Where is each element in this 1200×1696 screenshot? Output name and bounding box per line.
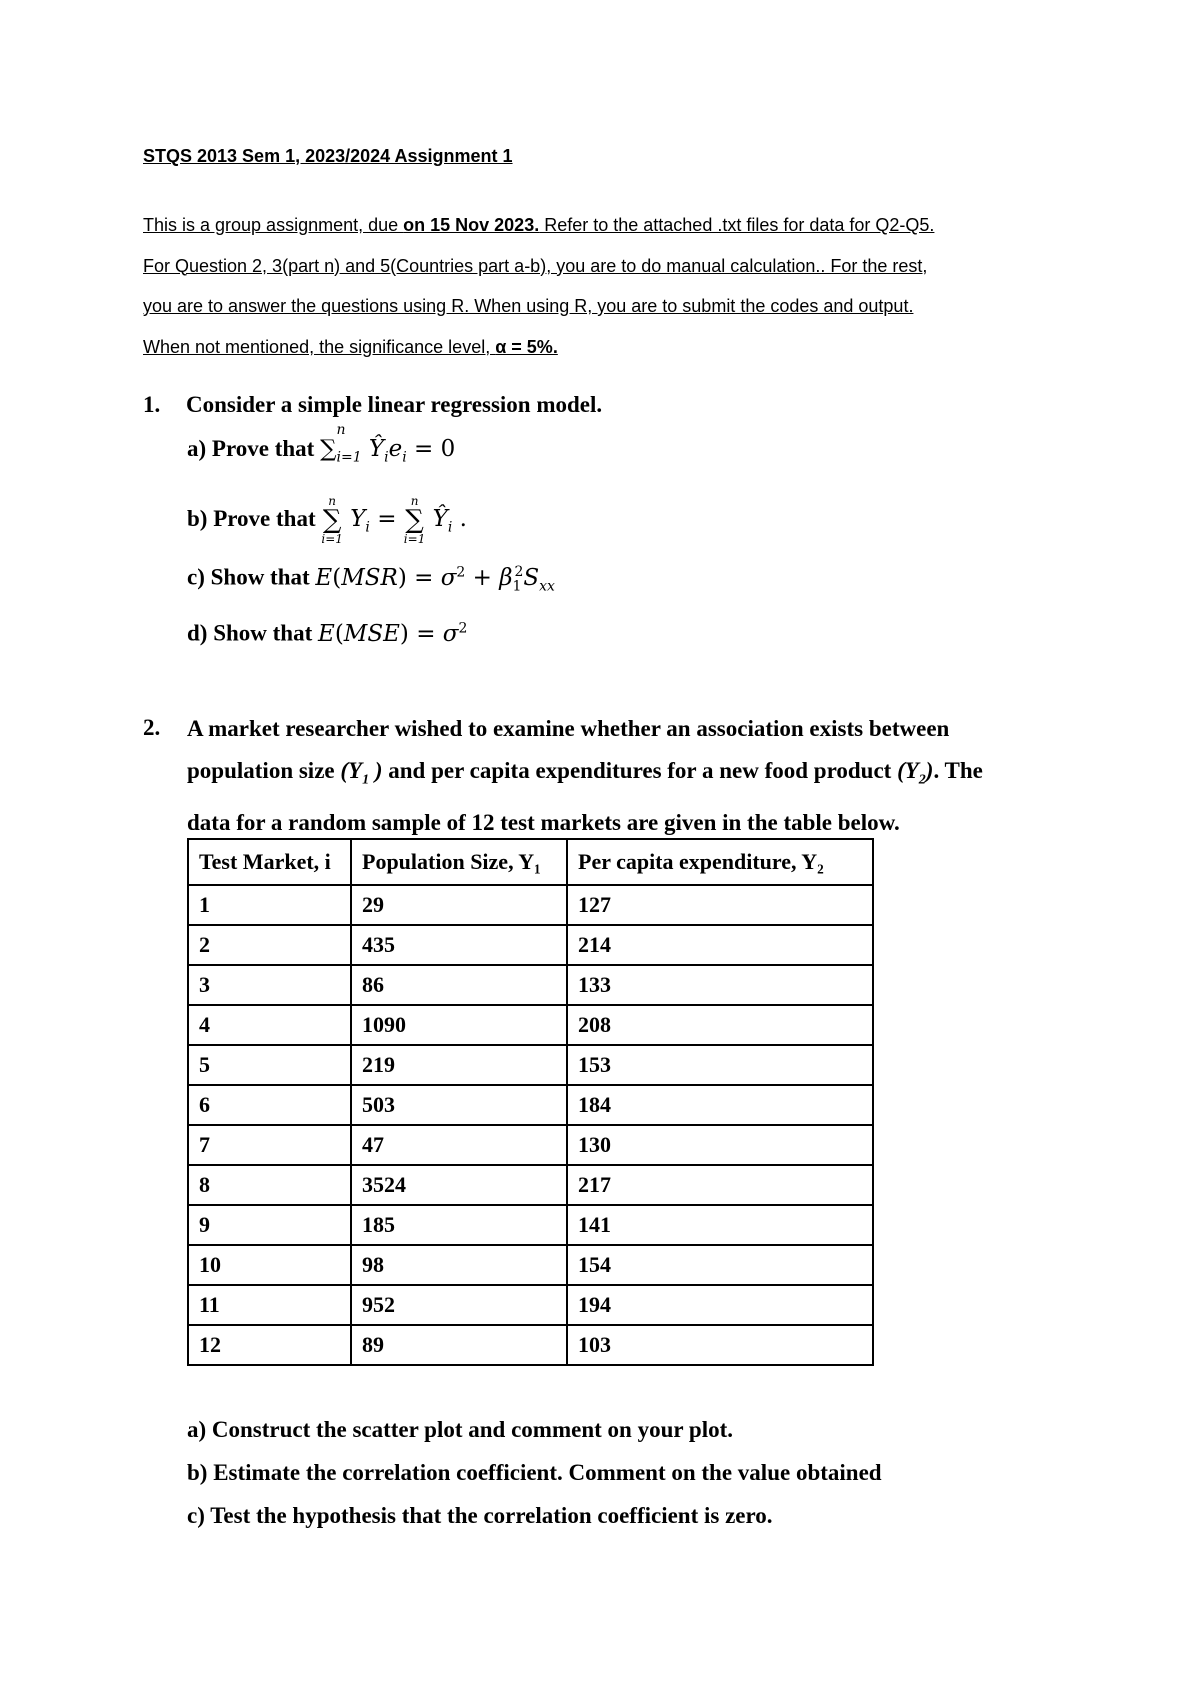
cell-population-size: 435 [351,925,567,965]
cell-per-capita-expenditure: 154 [567,1245,873,1285]
table-row [188,1245,873,1285]
cell-test-market: 12 [188,1325,351,1365]
cell-test-market: 8 [188,1165,351,1205]
cell-per-capita-expenditure: 194 [567,1285,873,1325]
question-1c: c) Show that $E(MSR) = \sigma^2 + \beta_1^2S_{xx}$ [187,564,555,595]
table-row [188,1045,873,1085]
table-header-row [188,839,873,885]
cell-test-market: 6 [188,1085,351,1125]
table-row [188,925,873,965]
header-population-size: Population Size, Y₁ [351,839,567,885]
cell-test-market: 9 [188,1205,351,1245]
header-per-capita-expenditure: Per capita expenditure, Y₂ [567,839,873,885]
cell-test-market: 10 [188,1245,351,1285]
instruction-line-4: When not mentioned, the significance level, α = 5%. [143,336,558,357]
cell-population-size: 86 [351,965,567,1005]
question-1-text: Consider a simple linear regression model. [186,392,603,417]
cell-test-market: 7 [188,1125,351,1165]
table-row [188,885,873,925]
instruction-line-1: This is a group assignment, due on 15 Nov 2023. Refer to the attached .txt files for data for Q2-Q5. [143,215,935,235]
cell-population-size: 1090 [351,1005,567,1045]
cell-per-capita-expenditure: 141 [567,1205,873,1245]
cell-population-size: 89 [351,1325,567,1365]
cell-per-capita-expenditure: 184 [567,1085,873,1125]
market-data-table [187,838,874,1366]
cell-per-capita-expenditure: 217 [567,1165,873,1205]
formula-1a: ∑ n $_{i=1}$ $Ŷ_ie_i = 0$ [320,422,456,466]
cell-population-size: 219 [351,1045,567,1085]
instructions [143,205,1063,367]
cell-population-size: 29 [351,885,567,925]
question-2a: a) Construct the scatter plot and comment on your plot. [187,1417,734,1442]
question-2-text: A market researcher wished to examine whether an association exists between population size ($Y_1$ ) and per capita expenditures for a new food product $(Y_2)$. The data for a random sample of 12 test markets are given in the table below. [187,716,983,835]
question-1 [143,392,602,418]
cell-test-market: 4 [188,1005,351,1045]
cell-test-market: 11 [188,1285,351,1325]
cell-population-size: 3524 [351,1165,567,1205]
table-row [188,1205,873,1245]
formula-1c: $E(MSR) = \sigma^2 + \beta_1^2S_{xx}$ [315,564,555,595]
cell-per-capita-expenditure: 133 [567,965,873,1005]
header-test-market: Test Market, i [188,839,351,885]
table-row [188,1285,873,1325]
cell-population-size: 952 [351,1285,567,1325]
instruction-line-3: you are to answer the questions using R. When using R, you are to submit the codes and output. [143,296,914,316]
cell-per-capita-expenditure: 153 [567,1045,873,1085]
assignment-title: STQS 2013 Sem 1, 2023/2024 Assignment 1 [143,146,513,166]
question-1d: d) Show that $E(MSE) = \sigma^2$ [187,620,468,647]
cell-test-market: 3 [188,965,351,1005]
question-2b: b) Estimate the correlation coefficient. Comment on the value obtained [187,1460,882,1485]
cell-population-size: 503 [351,1085,567,1125]
cell-population-size: 98 [351,1245,567,1285]
table-row [188,1125,873,1165]
question-1a: a) Prove that ∑ n $_{i=1}$ $Ŷ_ie_i = 0$ [187,422,456,466]
question-2-number-wrap [143,715,186,741]
question-2c: c) Test the hypothesis that the correlation coefficient is zero. [187,1503,773,1528]
cell-test-market: 5 [188,1045,351,1085]
cell-per-capita-expenditure: 127 [567,885,873,925]
question-1b: b) Prove that n ∑ i=1 $Y_i$ = n ∑ i=1 $Ŷ_i$ . [187,494,467,546]
significance-level: α = 5%. [495,336,558,357]
table-row [188,1005,873,1045]
due-date: on 15 Nov 2023. [403,215,540,235]
instruction-line-2: For Question 2, 3(part n) and 5(Countries part a-b), you are to do manual calculation.. For the rest, [143,255,928,276]
cell-test-market: 1 [188,885,351,925]
formula-1b: n ∑ i=1 $Y_i$ = n ∑ i=1 $Ŷ_i$ . [321,494,467,546]
cell-population-size: 47 [351,1125,567,1165]
cell-per-capita-expenditure: 130 [567,1125,873,1165]
cell-per-capita-expenditure: 208 [567,1005,873,1045]
table-row [188,1085,873,1125]
cell-per-capita-expenditure: 103 [567,1325,873,1365]
cell-test-market: 2 [188,925,351,965]
table-row [188,1165,873,1205]
formula-1d: $E(MSE) = \sigma^2$ [318,620,468,647]
table-row [188,1325,873,1365]
table-row [188,965,873,1005]
question-2-number: 2. [143,715,161,740]
question-1-number: 1. [143,392,161,417]
cell-population-size: 185 [351,1205,567,1245]
cell-per-capita-expenditure: 214 [567,925,873,965]
